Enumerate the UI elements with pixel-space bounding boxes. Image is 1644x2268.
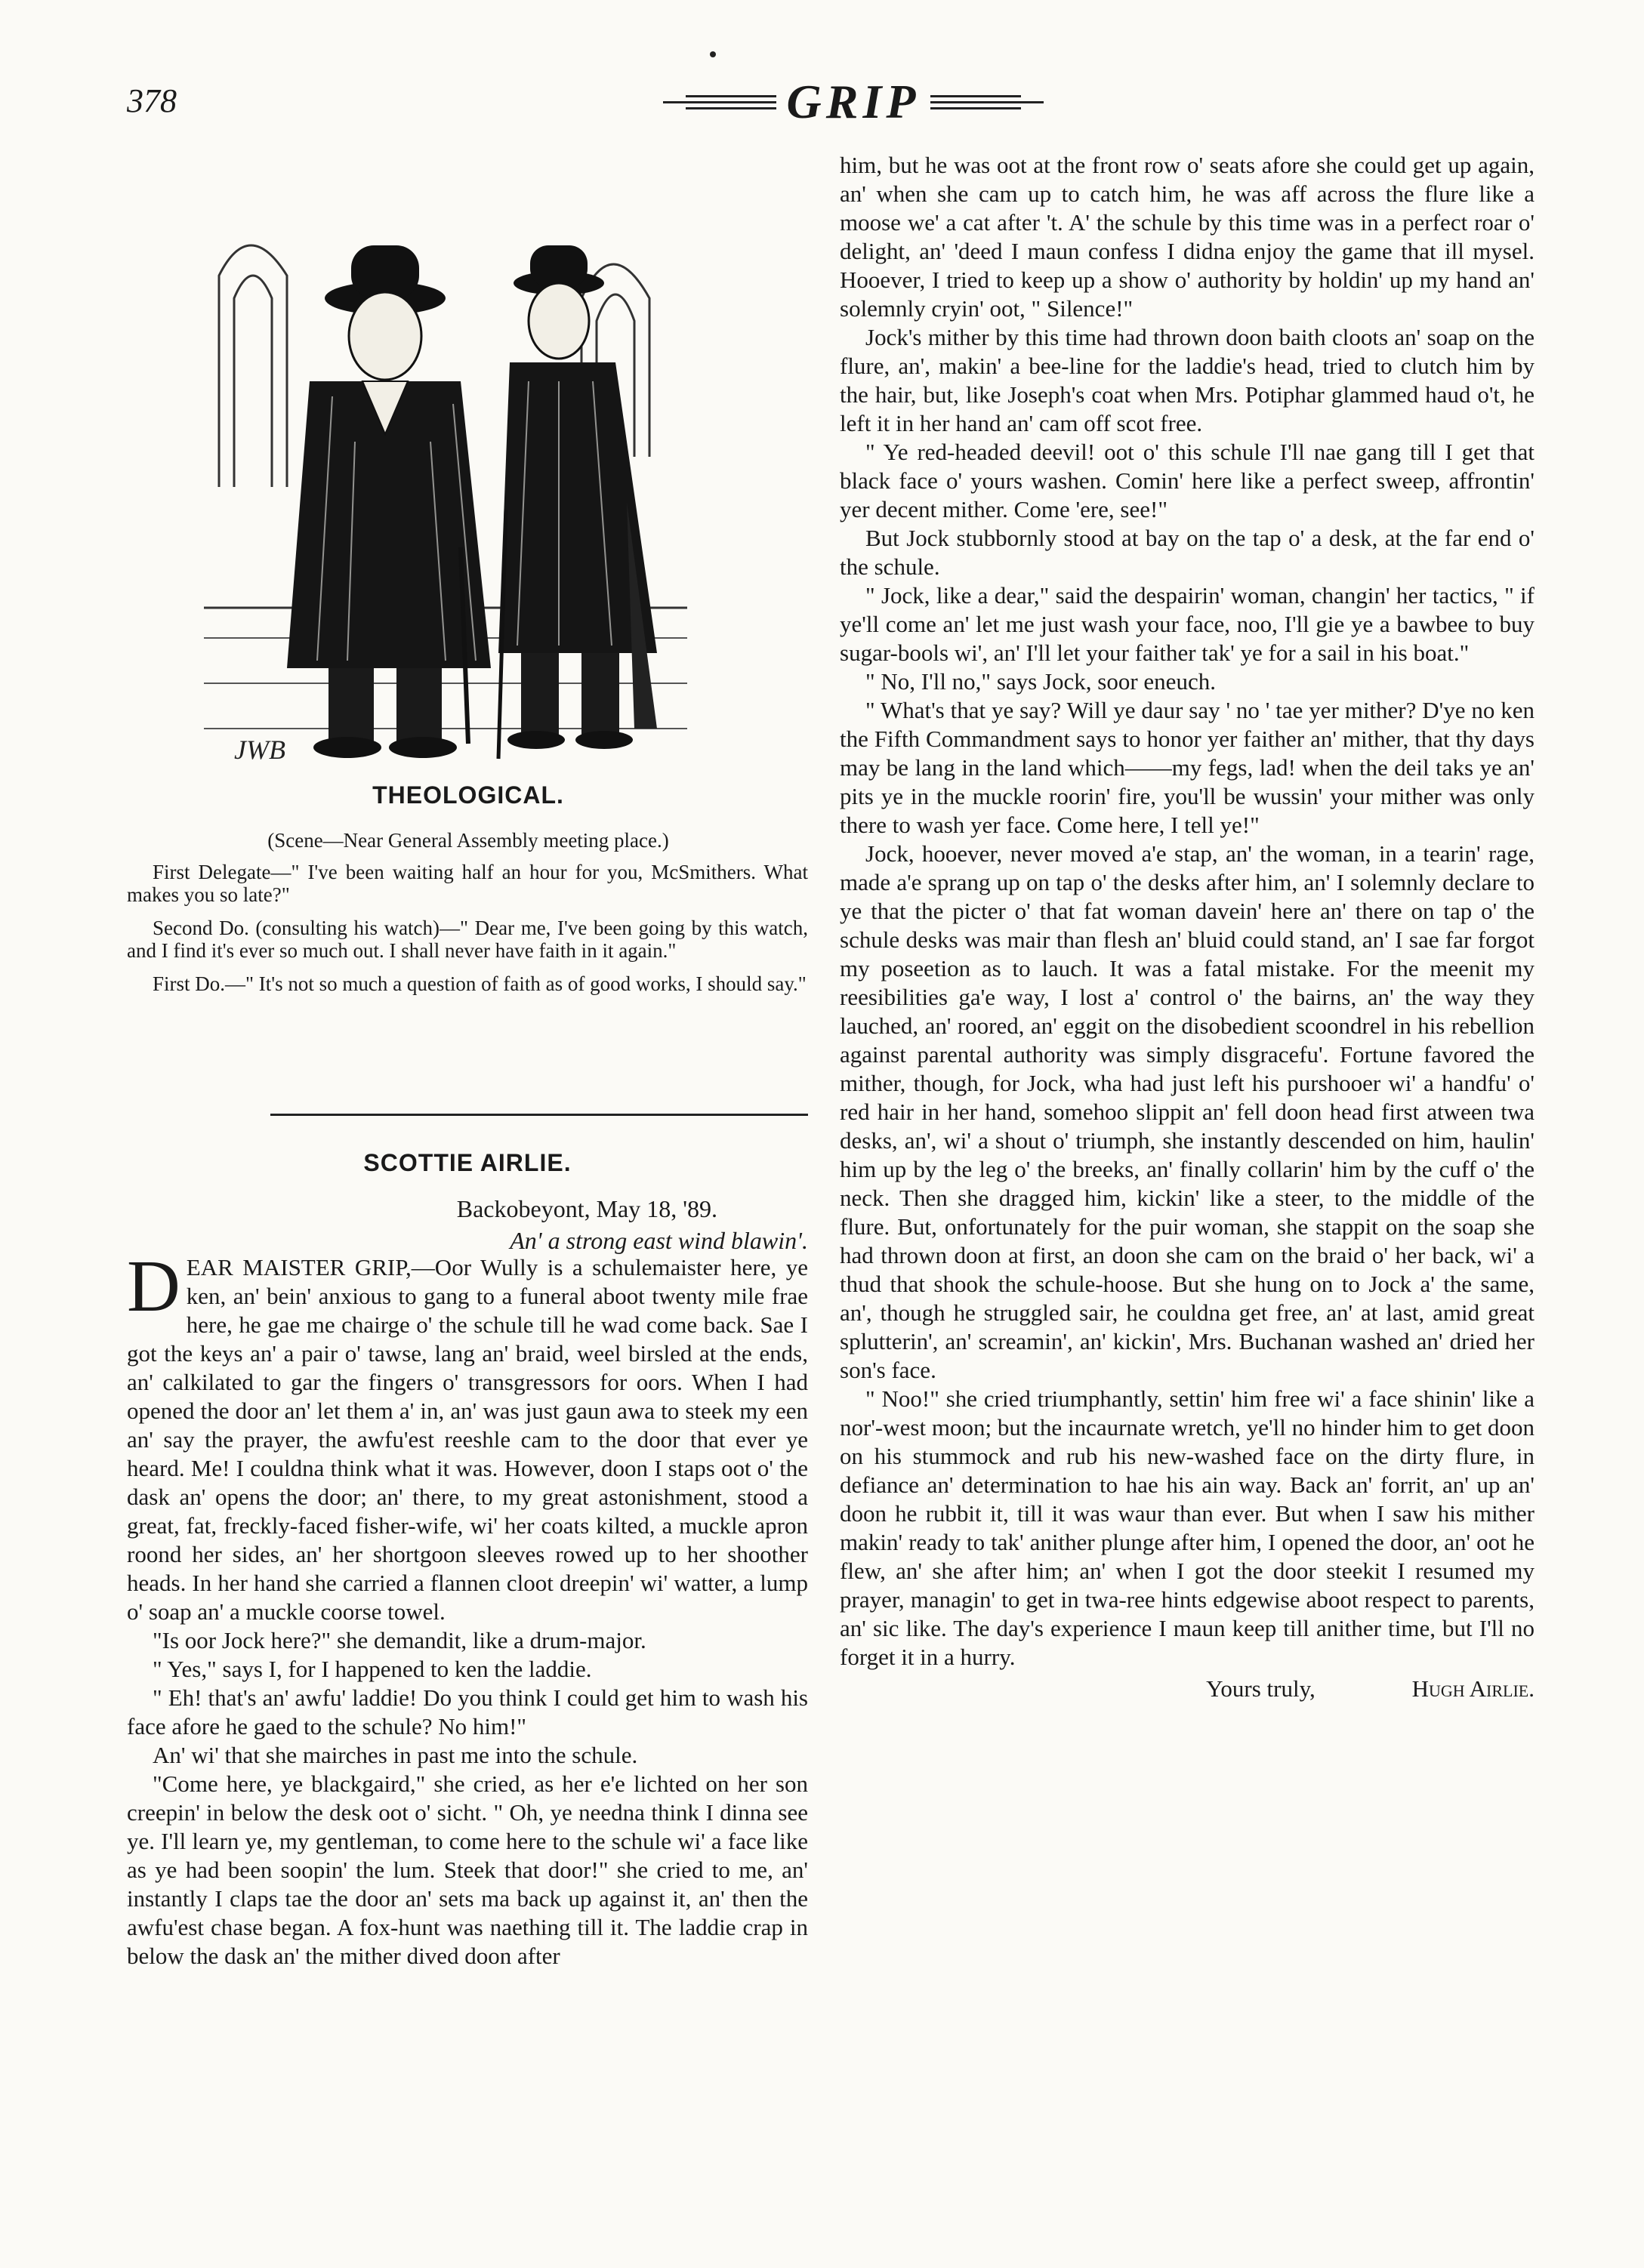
masthead xyxy=(604,72,1103,132)
drop-cap: D xyxy=(127,1246,180,1327)
ornament-dot xyxy=(710,51,716,57)
article-paragraph: " Yes," says I, for I happened to ken the laddie. xyxy=(153,1656,592,1682)
dialogue-line: Second Do. (consulting his watch)—" Dear me, I've been going by this watch, and I find it's ever so much out. I shall never have faith in it again." xyxy=(127,917,808,962)
article-paragraph: "Come here, ye blackgaird," she cried, as her e'e lichted on her son creepin' in below the desk oot o' sicht. " Oh, ye needna think I dinna see ye. I'll learn ye, my gentleman, to come here to the schule wi' a face like as ye had been soopin' the lum. Steek that door!" she cried to me, an' instantly I claps tae the door an' sets ma back up against it, an' then the awfu'est chase began. A fox-hunt was naething till it. The laddie crap in below the dask an' the mither dived doon after xyxy=(127,1770,808,1969)
article-paragraph: An' wi' that she mairches in past me into the schule. xyxy=(153,1742,638,1768)
weather-note: An' a strong east wind blawin'. xyxy=(510,1227,808,1254)
article-column-left xyxy=(127,1246,808,1971)
section-divider xyxy=(270,1114,808,1116)
artist-signature: JWB xyxy=(234,735,285,765)
page-number: 378 xyxy=(127,82,177,119)
article-paragraph: Jock, hooever, never moved a'e stap, an' the woman, in a tearin' rage, made a'e sprang up on tap o' the desks after him, an' I solemnly declare to ye that the picter o' that fat woman davein' here an' there on tap o' the schule desks was mair than flesh an' bluid could stand, an' I sae far forgot my poseetion as to lauch. It was a fatal mistake. For the meenit my reesibilities ga'e way, I lost a' control o' the bairns, an' the way they lauched, an' roored, an' eggit on the disobedient scoondrel in his rebellion against parental authority was simply disgracefu'. Fortune favored the mither, though, for Jock, wha had just left his purshooer wi' a handfu' o' red hair in her hand, somehoo slippit an' fell doon head first atween twa desks, an', wi' a shout o' triumph, she instantly descended on him, haulin' him up by the leg o' the breeks, an' finally collarin' him by the cuff o' the neck. Then she dragged him, kickin' like a steer, to the middle of the flure. But, onfortunately for the puir woman, she stappit on the soap she had thrown doon at first, an doon she cam on the braid o' her back, wi' a thud that shook the schule-hoose. But she hung on to Jock a' the same, an', though he struggled sair, he couldna get free, an' at last, amid great splutterin', an' screamin', an' kickin', Mrs. Buchanan washed an' dried her son's face. xyxy=(840,840,1535,1383)
cartoon-dialogue xyxy=(127,861,808,1006)
article-paragraph: " What's that ye say? Will ye daur say ' no ' tae yer mither? D'ye no ken the Fifth Commandment says to honor yer faither an' mither, that thy days may be lang in the land which——my fegs, lad! when the deil taks ye an' pits ye in the muckle roorin' fire, you'll be wussin' your mither was only there to wash yer face. Come here, I tell ye!" xyxy=(840,697,1535,838)
first-delegate-figure xyxy=(287,245,491,758)
article-paragraph: Jock's mither by this time had thrown doon baith cloots an' soap on the flure, an', makin' a bee-line for the laddie's head, tried to clutch him by the hair, but, like Joseph's coat when Mrs. Potiphar glammed haud o't, he left it in her hand an' cam off scot free. xyxy=(840,324,1535,436)
article-paragraph: " Noo!" she cried triumphantly, settin' him free wi' a face shinin' like a nor'-west moon; but the incaurnate wretch, ye'll no hinder him to get doon on his stummock and rub his new-washed face on the dirty flure, in defiance an' determination to hae his ain way. Back an' forrit, an' up an' doon he rubbit it, till it was waur than ever. But when I saw his mither makin' ready to tak' anither plunge after him, I opened the door, an' oot he flew, an' she after him; an' when I got the door steekit I resumed my prayer, managin' to get in twa-ree hints edgewise aboot respect to parents, an' sic like. The day's experience I maun keep till anither time, but I'll no forget it in a hurry. xyxy=(840,1385,1535,1670)
author-name: Hugh Airlie. xyxy=(1411,1675,1535,1702)
masthead-rule-right xyxy=(930,95,1044,109)
article-title: SCOTTIE AIRLIE. xyxy=(363,1149,572,1176)
place-date: Backobeyont, May 18, '89. xyxy=(456,1195,717,1222)
article-column-right xyxy=(840,151,1535,1703)
closing: Yours truly, xyxy=(1206,1675,1316,1702)
article-paragraph: " Ye red-headed deevil! oot o' this schule I'll nae gang till I get that black face o' yours washen. Comin' here like a perfect sweep, affrontin' yer decent mither. Come 'ere, see!" xyxy=(840,439,1535,522)
cartoon-title: THEOLOGICAL. xyxy=(372,781,564,809)
dialogue-line: First Do.—" It's not so much a question of faith as of good works, I should say." xyxy=(153,972,807,995)
article-paragraph: him, but he was oot at the front row o' seats afore she could get up again, an' when she cam up to catch him, he was aff across the flure like a moose we' a cat after 't. A' the schule by this time was in a perfect roar o' delight, an' 'deed I maun confess I didna enjoy the game that ill mysel. Hooever, I tried to keep up a show o' authority by holdin' up my hand an' solemnly cryin' oot, " Silence!" xyxy=(840,152,1535,322)
article-paragraph: "Is oor Jock here?" she demandit, like a drum-major. xyxy=(153,1627,646,1653)
cartoon-scene: (Scene—Near General Assembly meeting place.) xyxy=(267,829,669,852)
signoff xyxy=(840,1675,1535,1703)
article-paragraph: But Jock stubbornly stood at bay on the tap o' a desk, at the far end o' the schule. xyxy=(840,525,1535,580)
article-paragraph: " Jock, like a dear," said the despairin' woman, changin' her tactics, " if ye'll come an' let me just wash your face, noo, I'll gie ye a bawbee to buy sugar-bools wi', an' I'll let your faither tak' ye for a sail in his boat." xyxy=(840,582,1535,666)
masthead-rule-left xyxy=(663,95,776,109)
cartoon-illustration xyxy=(204,185,687,774)
article-paragraph: " No, I'll no," says Jock, soor eneuch. xyxy=(865,668,1216,695)
masthead-title: GRIP xyxy=(786,75,921,128)
article-paragraph: " Eh! that's an' awfu' laddie! Do you think I could get him to wash his face afore he gaed to the schule? No him!" xyxy=(127,1684,808,1740)
article-paragraph: DEAR MAISTER GRIP,—Oor Wully is a schulemaister here, ye ken, an' bein' anxious to gang to a funeral aboot twenty mile frae here, he gae me chairge o' the schule till he wad come back. Sae I got the keys an' a pair o' tawse, lang an' braid, weel birsled at the ends, an' calkilated to gar the fingers o' transgressors for oors. When I had opened the door an' let them a' in, an' was just gaun awa to steek my een an' say the prayer, the awfu'est reeshle cam to the door that ever ye heard. Me! I couldna think what it was. However, doon I staps oot o' the dask an' opens the door; an' there, to my great astonishment, stood a great, fat, freckly-faced fisher-wife, wi' her coats kilted, a muckle apron roond her sides, an' her shortgoon sleeves rowed up to her shoother heads. In her hand she carried a flannen cloot dreepin' wi' watter, a lump o' soap an' a muckle coorse towel. xyxy=(127,1246,808,1625)
dateline xyxy=(127,1193,808,1256)
dialogue-line: First Delegate—" I've been waiting half an hour for you, McSmithers. What makes you so late?" xyxy=(127,861,808,906)
